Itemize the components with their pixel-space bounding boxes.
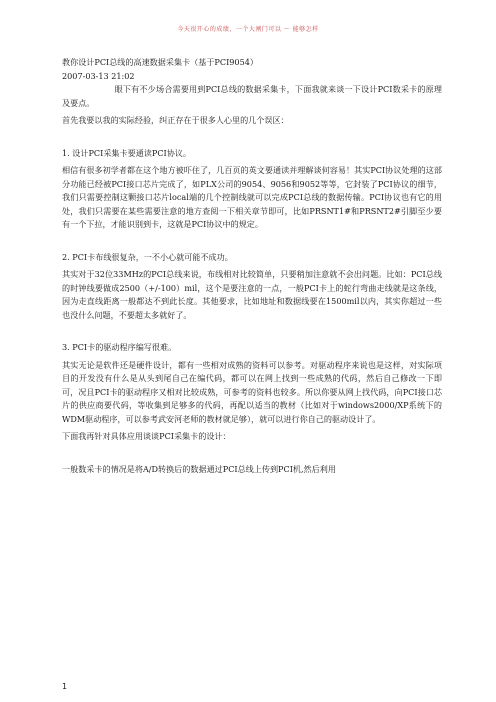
point-3-heading: 3. PCI卡的驱动程序编写很难。 [62, 342, 177, 352]
header-note: 今天很开心的成绩，一个大闸门可以 ～ 能够怎样 [177, 26, 319, 33]
transition-paragraph: 下面我再针对具体应用谈谈PCI采集卡的设计： [62, 431, 231, 441]
point-2-body: 其实对于32位33MHz的PCI总线来说，布线相对比较简单，只要稍加注意就不会出问题。比如：PCI总线的时钟线要做成2500（+/-100）mil，这个是要注意的一点，一般PCI卡上的蛇行弯曲走线就是这条线，因为走直线距离一般都达不到此长度。其他要求，比如地址和数据线要在1500mil以内，其实你超过一些也没什么问题，不要超太多就好了。 [62, 269, 442, 320]
point-1-body: 相信有很多初学者都在这个地方被吓住了，几百页的英文要通读并理解谈何容易！其实PCI协议处理的这部分功能已经被PCI接口芯片完成了，如PLX公司的9054、9056和9052等等，它封装了PCI协议的细节，我们只需要控制这颗接口芯片local端的几个控制线就可以完成PCI总线的数据传输。PCI协议也有它的用处，我们只需要在某些需要注意的地方查阅一下相关章节即可，比如PRSNT1#和PRSNT2#引脚至少要有一个下拉，才能识别到卡，这就是PCI协议中的规定。 [62, 165, 442, 229]
intro-paragraph: 眼下有不少场合需要用到PCI总线的数据采集卡，下面我就来谈一下设计PCI数采卡的原理及要点。 [62, 84, 442, 108]
article-title: 教你设计PCI总线的高速数据采集卡（基于PCI9054） [62, 57, 258, 67]
closing-paragraph: 一般数采卡的情况是将A/D转换后的数据通过PCI总线上传到PCI机,然后利用 [62, 463, 336, 474]
page-number: 1 [62, 682, 68, 691]
point-2-heading: 2. PCI卡布线很复杂，一不小心就可能不成功。 [62, 251, 233, 262]
point-1-heading: 1. 设计PCI采集卡要通读PCI协议。 [62, 147, 191, 158]
lead-paragraph: 首先我要以我的实际经验，纠正存在于很多人心里的几个误区： [62, 115, 289, 125]
point-3-body: 其实无论是软件还是硬件设计，都有一些相对成熟的资料可以参考。对驱动程序来说也是这样，对实际项目的开发没有什么是从头到尾自己在编代码，都可以在网上找到一些成熟的代码，然后自己修改一下即可，况且PCI卡的驱动程序又相对比较成熟，可参考的资料也较多。所以你要从网上找代码，向PCI接口芯片的供应商要代码，等收集到足够多的代码，再配以适当的教材（比如对于windows2000/XP系统下的WDM驱动程序，可以参考武安河老师的教材就足够），就可以进行你自己的驱动设计了。 [62, 359, 442, 424]
article-body [62, 56, 442, 476]
article-timestamp: 2007-03-13 21:02 [62, 70, 135, 81]
